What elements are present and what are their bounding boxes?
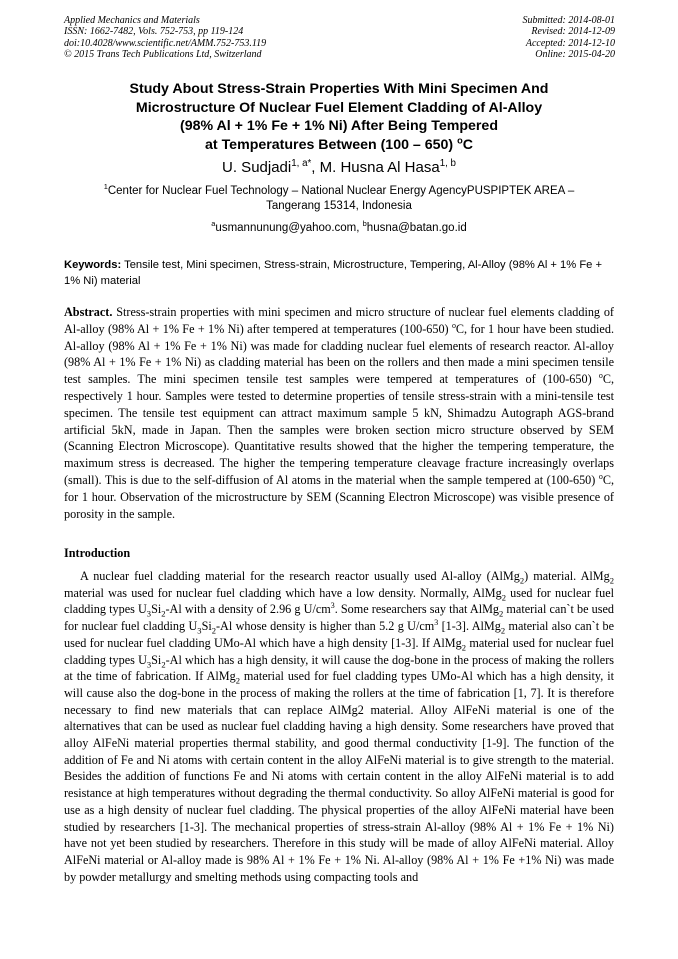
affiliation: $^1$Center for Nuclear Fuel Technology – National Nuclear Energy AgencyPUSPIPTEK AREA – Tangerang 15314, Indonesia [103,182,575,212]
author-2: M. Husna Al Hasa [319,159,440,176]
author-emails: $^a$usmannunung@yahoo.com, $^b$husna@batan.go.id [211,219,467,234]
date-online: Online: 2015-04-20 [535,48,615,60]
abstract: Abstract. Stress-strain properties with mini specimen and micro structure of nuclear fuel elements cladding of Al-alloy (98% Al + 1% Fe + 1% Ni) after tempered at temperatures (100-650) $^o$C, for 1 hour have been studied. Al-alloy (98% Al + 1% Fe + 1% Ni) was made for cladding nuclear fuel elements of research reactor. Al-alloy (98% Al + 1% Fe + 1% Ni) as cladding material has been on the rollers and then made a mini specimen tensile test samples. The mini specimen tensile test samples were tempered at temperatures of (100-650) $^o$C, respectively 1 hour. Samples were tested to determine properties of tensile stress-strain with a mini-tensile test specimen. The tensile test equipment can attract maximum sample 5 kN, Shimadzu Autograph AGS-brand artificial 5kN, made in Japan. Then the samples were broken section micro structure observed by SEM (Scanning Electron Microscope). Quantitative results showed that the higher the tempering temperature, the maximum stress is decreased. The higher the tempering temperature cleavage fracture increasingly overlaps (small). This is due to the self-diffusion of Al atoms in the material when the sample tempered at (100-650) $^o$C, for 1 hour. Observation of the microstructure by SEM (Scanning Electron Microscope) was visible presence of porosity in the sample. [64,305,614,521]
author-2-marker: 1, b [439,158,456,169]
journal-issn: ISSN: 1662-7482, Vols. 752-753, pp 119-124 [64,26,244,38]
authors: U. Sudjadi$^{1, a*}$, M. Husna Al Hasa$^{1, b}$ [222,158,456,176]
keywords-text: Tensile test, Mini specimen, Stress-strain, Microstructure, Tempering, Al-Alloy (98% Al + 1% Fe + 1% Ni) material [64,259,603,287]
introduction-heading: Introduction [64,546,131,560]
title-line-2: Microstructure Of Nuclear Fuel Element Cladding of Al-Alloy [135,99,543,116]
abstract-label: Abstract. [64,305,113,319]
journal-doi: doi:10.4028/www.scientific.net/AMM.752-753.119 [64,37,267,49]
introduction-body: A nuclear fuel cladding material for the research reactor usually used Al-alloy (AlMg$_2$) material. AlMg$_2$ material was used for nuclear fuel cladding which have a low density. Normally, AlMg$_2$ used for nuclear fuel cladding types $U_3Si_2-Al$ with a density of 2.96 g $U/cm^3$. Some researchers say that AlMg$_2$ material can`t be used for nuclear fuel cladding $U_3Si_2-Al$ whose density is higher than 5.2 g $U/cm^3$ [1-3]. AlMg$_2$ material also can`t be used for nuclear fuel cladding UMo-Al which have a high density [1-3]. If AlMg$_2$ material used for nuclear fuel cladding types $U_3Si_2-Al$ which has a high density, it will cause the dog-bone in the process of making the rollers at the time of fabrication. If AlMg$_2$ material used for fuel cladding types UMo-Al which has a high density, it will cause also the dog-bone in the process of making the rollers at the time of fabrication [1, 7]. It is therefore necessary to find new materials that can replace AlMg2 material. Alloy AlFeNi material is one of the alternatives that can be used as nuclear fuel cladding having a high density. Some researchers have proved that alloy AlFeNi material properties thermal stability, and good thermal conductivity [1-9]. The function of the addition of Fe and Ni atoms with certain content in the alloy AlFeNi material is to give strength to the material. Besides the addition of functions Fe and Ni atoms with certain content in the alloy AlFeNi material is to add resistance at high temperatures without degrading the thermal conductivity. So alloy AlFeNi material is good for use as a high density of nuclear fuel cladding. The physical properties of the alloy AlFeNi material have been studied by researchers [1-3]. The mechanical properties of stress-strain Al-alloy (98% Al + 1% Fe + 1% Ni) have not yet been studied by researchers. Therefore in this study will be made of alloy AlFeNi material. Alloy AlFeNi material or Al-alloy made is 98% Al + 1% Fe + 1% Ni. Al-alloy (98% Al + 1% Fe +1% Ni) was made by powder metallurgy and smelting methods using compacting tools and [64,569,615,884]
date-revised: Revised: 2014-12-09 [531,26,615,38]
email-a: usmannunung@yahoo.com, [215,222,363,234]
author-1-marker: 1, a* [291,158,312,169]
journal-name: Applied Mechanics and Materials [64,15,200,26]
title-line-1: Study About Stress-Strain Properties With Mini Specimen And [129,81,549,97]
date-accepted: Accepted: 2014-12-10 [525,37,615,49]
journal-info-left [64,15,266,60]
author-1: U. Sudjadi [222,159,292,176]
paper-title [70,80,608,154]
title-line-4: at Temperatures Between (100 – 650) $^o$C [205,135,473,153]
title-line-3: (98% Al + 1% Fe + 1% Ni) After Being Tempered [180,118,498,135]
keywords [64,258,614,289]
date-submitted: Submitted: 2014-08-01 [522,15,615,26]
email-b: husna@batan.go.id [366,222,467,234]
keywords-label: Keywords: [64,259,122,271]
journal-dates-right [523,15,616,60]
journal-copyright: © 2015 Trans Tech Publications Ltd, Switzerland [64,48,262,60]
